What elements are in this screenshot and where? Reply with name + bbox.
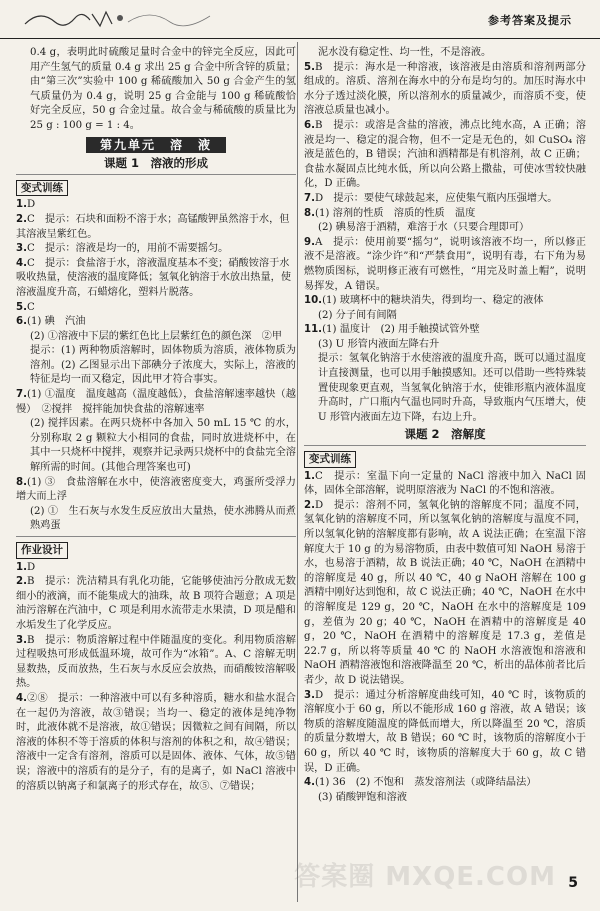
answer-hint: 提示：(1) 两种物质溶解时，固体物质为溶质，液体物质为溶剂。(2) 乙图显示出下部碘分子浓度大，实际上，溶液的特征是均一而又稳定，因此甲才符合事实。 xyxy=(30,345,296,386)
right-column xyxy=(304,46,586,805)
unit-title: 第九单元 溶 液 xyxy=(86,137,226,154)
watermark: 答案圈 MXQE.COM xyxy=(294,862,556,892)
answer-item: 1.D xyxy=(16,199,36,211)
answer-item: (2) ① 生石灰与水发生反应放出大量热，使水沸腾从而煮熟鸡蛋 xyxy=(30,505,296,532)
practice-list xyxy=(16,198,296,534)
header-decoration-icon xyxy=(20,4,220,34)
answer-item: 7.D 提示：要使气球鼓起来，应使集气瓶内压强增大。 xyxy=(304,192,558,204)
page-number: 5 xyxy=(568,875,578,891)
answer-item: 2.B 提示：洗洁精具有乳化功能，它能够使油污分散成无数细小的液滴，而不能集成大的油珠，故 B 项符合题意；A 项是油污溶解在汽油中，C 项是利用水流带走水果渍，D 项是醋和水垢发生了化学反应。 xyxy=(16,576,296,631)
answer-item: 5.C xyxy=(16,301,35,313)
answer-item: (3) U 形管内液面左降右升 xyxy=(318,338,440,350)
answer-item: (3) 硝酸钾饱和溶液 xyxy=(318,791,407,803)
answer-item: 9.A 提示：使用前要“摇匀”，说明该溶液不均一，所以修正液不是溶液。“涂少许”和“严禁食用”，说明有毒，右下角为易燃物质图标，说明修正液有可燃性，“用完及时盖上帽”，说明易挥发，A 错误。 xyxy=(304,236,586,292)
answer-item: 1.D xyxy=(16,561,36,573)
answer-item: 5.B 提示：海水是一种溶液，该溶液是由溶质和溶剂两部分组成的。溶质、溶剂在海水中的分布是均匀的。加压时海水中水分子透过淡化膜，所以溶剂水的质量减少，而溶质不变，使溶液总质量也减小。 xyxy=(304,61,586,117)
answer-item: 7.(1) ①温度 温度越高（温度越低），食盐溶解速率越快（越慢） ②搅拌 搅拌能加快食盐的溶解速率 xyxy=(16,389,296,415)
answer-item: 4.C 提示：食盐溶于水，溶液温度基本不变；硝酸铵溶于水吸收热量，使溶液的温度降低；氢氧化钠溶于水放出热量，使溶液温度升高，石蜡熔化，塑料片脱落。 xyxy=(16,257,292,298)
intro-paragraph: 0.4 g，表明此时硫酸足量时合金中的锌完全反应，因此可用产生氢气的质量 0.4 g 求出 25 g 合金中所含锌的质量；由“第三次”实验中 100 g 稀硫酸加入 50 g 合金产生的氢气质量仍为 0.4 g，说明 25 g 合金能与 100 g 稀硫酸恰好完全反应，50 g 合金过量。故合金与稀硫酸的质量比为 25 g : 100 g = 1 : 4。 xyxy=(30,47,296,131)
section-rule xyxy=(304,445,586,446)
practice-list xyxy=(304,470,586,806)
section-rule xyxy=(16,536,296,537)
lesson-title: 课题 2 溶解度 xyxy=(404,427,486,442)
section-rule xyxy=(16,174,296,175)
answer-item: 6.(1) 碘 汽油 xyxy=(16,316,86,328)
answer-item: 泥水没有稳定性、均一性，不是溶液。 xyxy=(318,47,492,58)
homework-label: 作业设计 xyxy=(16,542,68,559)
answer-item: 6.B 提示：或溶是含盐的溶液，沸点比纯水高，A 正确；溶液是均一、稳定的混合物，但不一定是无色的，如 CuSO₄ 溶液是蓝色的，B 错误；汽油和洒精都是有机溶剂，故 C 正确；食盐水凝固点比纯水低，所以向公路上撒盐，可使冰雪较快融化，D 正确。 xyxy=(304,119,586,190)
practice-label: 变式训练 xyxy=(304,451,356,468)
answer-item: 3.C 提示：溶液是均一的，用前不需要摇匀。 xyxy=(16,243,229,255)
answer-item: 4.(1) 36 (2) 不饱和 蒸发溶剂法（或降结晶法） xyxy=(304,777,537,789)
answer-item: 2.D 提示：溶剂不同，氢氧化钠的溶解度不同；温度不同，氢氧化钠的溶解度不同，所以氢氧化钠的溶解度与温度不同，所以氢氧化钠的溶解度都有影响，故 A 说法正确；在室温下溶解度大于 10 g 的为易溶物质，由表中数值可知 NaOH 易溶于水，也易溶于酒精，故 B 说法正确；40 ℃，NaOH 在酒精中的溶解度是 40 g，所以 40 ℃，40 g NaOH 溶解在 100 g 酒精中刚好达到饱和，故 C 说法正确；40 ℃，NaOH 在水中的溶解度是 129 g，20 ℃，NaOH 在水中的溶解度是 109 g，差值为 20 g；40 ℃，NaOH 在酒精中的溶解度是 40 g，20 ℃，NaOH 在酒精中的溶解度是 17.3 g，差值是 22.7 g，所以将等质量 40 ℃ 的 NaOH 水溶液饱和溶液和 NaOH 酒精溶液饱和溶液降温至 20 ℃，析出的晶体前者比后者少，故 D 说法错误。 xyxy=(304,499,586,686)
unit-banner xyxy=(16,137,296,155)
column-divider xyxy=(297,42,298,902)
answer-item: 11.(1) 温度计 (2) 用手触摸试管外壁 xyxy=(304,324,480,336)
header-title: 参考答案及提示 xyxy=(488,14,572,27)
answer-item: 4.②⑧ 提示：一种溶液中可以有多种溶质，糖水和盐水混合在一起仍为溶液，故③错误；当均一、稳定的液体是纯净物时，此液体就不是溶液，故①错误；因微粒之间有间隔，所以溶液的体积不等于溶质的体积与溶剂的体积之和，故④错误；溶液中一定含有溶剂，溶质可以是固体、液体、气体，故⑤错误；溶液中的溶质有的是分子，有的是离子，如 NaCl 溶液中的溶质以钠离子和氯离子的形式存在，故⑤、⑦错误； xyxy=(16,692,296,792)
answer-item: 3.D 提示：通过分析溶解度曲线可知，40 ℃ 时，该物质的溶解度小于 60 g，所以不能形成 160 g 溶液，故 A 错误；该物质的溶解度随温度的降低而增大，所以降温至 20 ℃，溶质的质量分数增大，故 B 错误；60 ℃ 时，该物质的溶解度小于 60 g，所以 40 ℃ 时，该物质的溶解度大于 60 g，故 C 错误，D 正确。 xyxy=(304,689,586,774)
answer-item: (2) ①溶液中下层的紫红色比上层紫红色的颜色深 ②甲 xyxy=(30,330,282,342)
answer-item: 8.(1) 溶剂的性质 溶质的性质 温度 xyxy=(304,207,476,219)
practice-label: 变式训练 xyxy=(16,180,68,197)
answer-item: 8.(1) ③ 食盐溶解在水中，使溶液密度变大，鸡蛋所受浮力增大而上浮 xyxy=(16,476,296,503)
answer-item: 3.B 提示：物质溶解过程中伴随温度的变化。利用物质溶解过程吸热可形成低温环境，故可作为“冰箱”。A、C 溶解无明显数热，反而放热，生石灰与水反应会放热，而硝酸铵溶解吸热。 xyxy=(16,634,296,690)
answer-hint: 提示：氢氧化钠溶于水使溶液的温度升高，既可以通过温度计直接测量，也可以用手触摸感知。还可以借助一些特殊装置使现象更直观，当氢氧化钠溶于水，使锥形瓶内液体温度升高时，广口瓶内气温也同时升高，导致瓶内气压增大，使 U 形管内液面左边下降，右边上升。 xyxy=(318,353,586,423)
page-header xyxy=(0,0,600,39)
answer-item: 2.C 提示：石块和面粉不溶于水；高锰酸钾虽然溶于水，但其溶液呈紫红色。 xyxy=(16,213,290,240)
answer-item: (2) 碘易溶于酒精，难溶于水（只要合理即可） xyxy=(318,222,530,234)
left-column xyxy=(16,46,296,794)
answer-item: (2) 分子间有间隔 xyxy=(318,309,397,321)
lesson-title: 课题 1 溶液的形成 xyxy=(103,156,208,171)
right-top-list xyxy=(304,46,586,425)
answer-item: 1.C 提示：室温下向一定量的 NaCl 溶液中加入 NaCl 固体，固体全部溶解，说明原溶液为 NaCl 的不饱和溶液。 xyxy=(304,470,586,497)
answer-item: (2) 搅拌因素。在两只烧杯中各加入 50 mL 15 ℃ 的水，分别称取 2 g 颗粒大小相同的食盐，同时放进烧杯中，在其中一只烧杯中搅拌，观察并记录两只烧杯中的食盐完全溶解所需的时间。(其他合理答案也可) xyxy=(30,418,296,474)
answer-item: 10.(1) 玻璃杯中的糖块消失，得到均一、稳定的液体 xyxy=(304,295,544,307)
homework-list xyxy=(16,561,296,795)
